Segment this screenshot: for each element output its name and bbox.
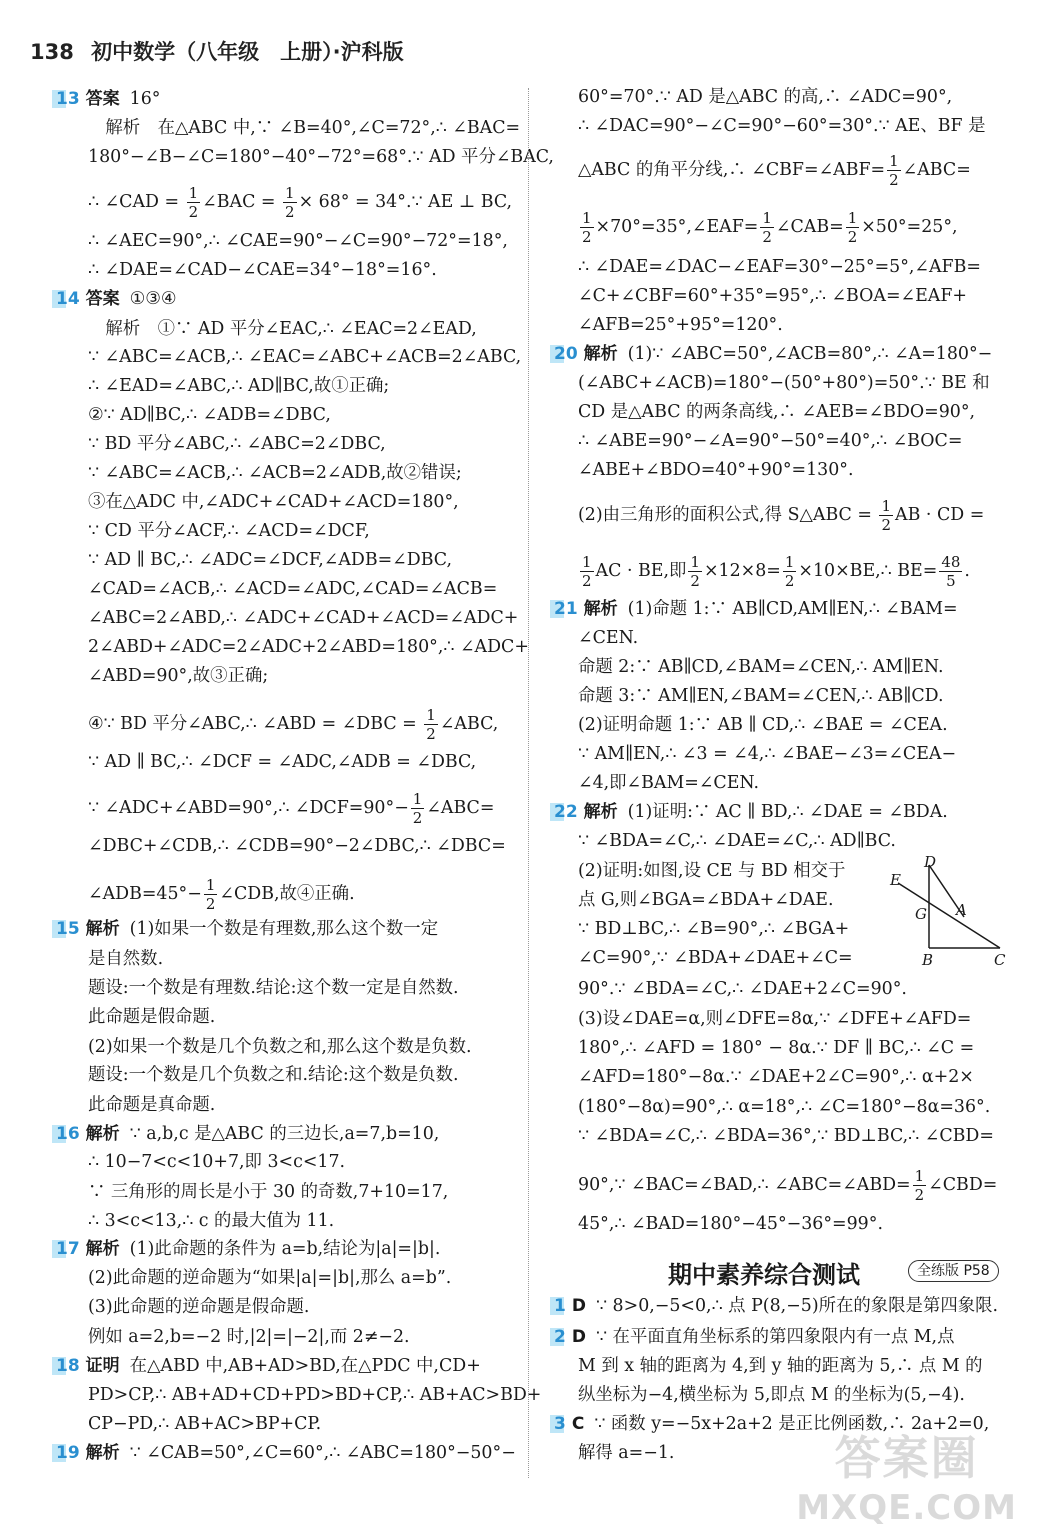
text-line xyxy=(88,1006,215,1028)
line-text: (∠ABC+∠ACB)=180°−(50°+80°)=50°.∵ BE 和 xyxy=(578,373,990,393)
text-line xyxy=(88,491,459,513)
text-line xyxy=(578,401,975,423)
text-line xyxy=(88,1210,334,1232)
line-text: ∵ BD⊥BC,∴ ∠B=90°,∴ ∠BGA+ xyxy=(578,919,850,939)
line-text: ①③④ xyxy=(129,289,177,309)
figure-label-d: D xyxy=(924,853,937,871)
text-line xyxy=(88,1413,321,1435)
fraction xyxy=(939,553,962,590)
line-text: ∠C=90°,∵ ∠BDA+∠DAE+∠C= xyxy=(578,948,853,968)
question-line xyxy=(554,1326,954,1348)
line-text: ∵ AD ∥ BC,∴ ∠DCF = ∠ADC,∠ADB = ∠DBC, xyxy=(88,752,477,772)
fraction xyxy=(887,152,901,189)
text-line xyxy=(88,1181,448,1203)
text-line xyxy=(578,1167,997,1204)
line-text: 命题 2:∵ AB∥CD,∠BAM=∠CEN,∴ AM∥EN. xyxy=(578,657,944,677)
text-line xyxy=(578,1008,971,1030)
line-text: 纵坐标为−4,横坐标为 5,即点 M 的坐标为(5,−4). xyxy=(578,1385,965,1405)
line-text: (1)命题 1:∵ AB∥CD,AM∥EN,∴ ∠BAM= xyxy=(627,599,958,619)
line-text: ∠ADB=45°− xyxy=(88,884,202,904)
fraction xyxy=(688,553,702,590)
fraction-denominator: 2 xyxy=(188,203,199,221)
line-text: (1)证明:∵ AC ∥ BD,∴ ∠DAE = ∠BDA. xyxy=(627,802,948,822)
question-number: 19 xyxy=(56,1443,80,1463)
fraction xyxy=(580,553,594,590)
text-line xyxy=(88,1036,472,1058)
text-line xyxy=(578,889,834,911)
text-line xyxy=(88,346,521,368)
line-text: 90°.∵ ∠BDA=∠C,∴ ∠DAE+2∠C=90°. xyxy=(578,979,907,999)
answer-label: 解析 xyxy=(583,599,618,619)
line-text: ∠BAC = xyxy=(202,192,282,212)
question-line xyxy=(56,288,176,310)
section-tag: 全练版 P58 xyxy=(908,1260,999,1282)
text-line xyxy=(88,706,498,743)
fraction-numerator: 1 xyxy=(914,1167,925,1185)
text-line xyxy=(88,977,459,999)
text-line xyxy=(578,209,958,246)
text-line xyxy=(88,146,554,168)
line-text: 在△ABD 中,AB+AD>BD,在△PDC 中,CD+ xyxy=(129,1356,481,1376)
line-text: (3)此命题的逆命题是假命题. xyxy=(88,1297,310,1317)
line-text: ∠ABC= xyxy=(902,160,971,180)
text-line xyxy=(88,1151,345,1173)
geometry-figure xyxy=(884,853,1010,971)
text-line xyxy=(578,830,896,852)
text-line xyxy=(88,375,389,397)
book-title: 初中数学（八年级 上册）·沪科版 xyxy=(91,40,404,64)
line-text: ∴ ∠DAE=∠CAD−∠CAE=34°−18°=16°. xyxy=(88,260,437,280)
text-line xyxy=(578,314,783,336)
line-text: ∴ ∠ABE=90°−∠A=90°−50°=40°,∴ ∠BOC= xyxy=(578,431,963,451)
text-line xyxy=(88,948,163,970)
line-text: ∴ ∠EAD=∠ABC,∴ AD∥BC,故①正确; xyxy=(88,376,390,396)
fraction-denominator: 2 xyxy=(762,228,772,246)
page-number: 138 xyxy=(30,40,74,64)
text-line xyxy=(578,1384,965,1406)
line-text: (1)如果一个数是有理数,那么这个数一定 xyxy=(129,919,439,939)
line-text: 命题 3:∵ AM∥EN,∠BAM=∠CEN,∴ AB∥CD. xyxy=(578,686,944,706)
answer-label: 解析 xyxy=(583,802,618,822)
text-line xyxy=(578,372,990,394)
text-line xyxy=(578,1355,983,1377)
line-text: ∠AFB=25°+95°=120°. xyxy=(578,315,783,335)
watermark-text: 答案圈 xyxy=(834,1431,979,1485)
fraction-denominator: 2 xyxy=(784,572,795,590)
line-text: ∴ 3<c<13,∴ c 的最大值为 11. xyxy=(88,1211,335,1231)
line-text: ∵ 函数 y=−5x+2a+2 是正比例函数,∴ 2a+2=0, xyxy=(594,1414,990,1434)
line-text: 解析 ①∵ AD 平分∠EAC,∴ ∠EAC=2∠EAD, xyxy=(88,319,477,339)
figure-label-b: B xyxy=(922,951,934,969)
question-line xyxy=(56,1442,516,1464)
fraction-numerator: 1 xyxy=(188,184,199,202)
line-text: ④∵ BD 平分∠ABC,∴ ∠ABD = ∠DBC = xyxy=(88,714,423,734)
fraction-numerator: 1 xyxy=(582,209,592,227)
line-text: ×10×BE,∴ BE= xyxy=(798,561,938,581)
answer-label: C xyxy=(571,1414,585,1434)
line-text: 此命题是真命题. xyxy=(88,1095,216,1115)
text-line xyxy=(88,578,497,600)
fraction-numerator: 1 xyxy=(412,790,423,808)
line-text: ∵ a,b,c 是△ABC 的三边长,a=7,b=10, xyxy=(129,1124,440,1144)
line-text: 90°,∵ ∠BAC=∠BAD,∴ ∠ABC=∠ABD= xyxy=(578,1175,911,1195)
line-text: 解析 在△ABC 中,∵ ∠B=40°,∠C=72°,∴ ∠BAC= xyxy=(88,118,521,138)
line-text: ∠AFD=180°−8α.∵ ∠DAE+2∠C=90°,∴ α+2× xyxy=(578,1067,974,1087)
line-text: 16° xyxy=(129,89,161,109)
fraction xyxy=(783,553,797,590)
text-line xyxy=(578,1066,974,1088)
line-text: . xyxy=(964,561,970,581)
line-text: ②∵ AD∥BC,∴ ∠ADB=∠DBC, xyxy=(88,405,331,425)
text-line xyxy=(578,459,854,481)
question-number: 16 xyxy=(56,1124,80,1144)
text-line xyxy=(88,433,386,455)
line-text: ∵ 8>0,−5<0,∴ 点 P(8,−5)所在的象限是第四象限. xyxy=(595,1296,999,1316)
text-line xyxy=(578,1213,883,1235)
text-line xyxy=(88,259,437,281)
line-text: ∵ BD 平分∠ABC,∴ ∠ABC=2∠DBC, xyxy=(88,434,386,454)
fraction-denominator: 2 xyxy=(412,809,423,827)
figure-label-c: C xyxy=(994,951,1006,969)
text-line xyxy=(578,1125,994,1147)
question-line xyxy=(56,1123,439,1145)
line-text: (2)证明命题 1:∵ AB ∥ CD,∴ ∠BAE = ∠CEA. xyxy=(578,715,948,735)
text-line xyxy=(578,685,944,707)
question-number: 15 xyxy=(56,919,80,939)
text-line xyxy=(578,743,956,765)
line-text: ∵ CD 平分∠ACF,∴ ∠ACD=∠DCF, xyxy=(88,521,370,541)
line-text: (1)∵ ∠ABC=50°,∠ACB=80°,∴ ∠A=180°− xyxy=(627,344,993,364)
text-line xyxy=(578,115,986,137)
text-line xyxy=(578,285,967,307)
fraction xyxy=(424,706,438,743)
text-line xyxy=(88,1094,215,1116)
question-line xyxy=(56,1355,481,1377)
line-text: ∵ ∠ADC+∠ABD=90°,∴ ∠DCF=90°− xyxy=(88,798,409,818)
line-text: ∴ ∠AEC=90°,∴ ∠CAE=90°−∠C=90°−72°=18°, xyxy=(88,231,508,251)
line-text: ∠ABC= xyxy=(426,798,495,818)
line-text: (3)设∠DAE=α,则∠DFE=8α,∵ ∠DFE+∠AFD= xyxy=(578,1009,972,1029)
fraction-denominator: 5 xyxy=(946,572,956,590)
text-line xyxy=(88,835,506,857)
question-number: 18 xyxy=(56,1356,80,1376)
text-line xyxy=(88,876,355,913)
fraction xyxy=(204,876,218,913)
text-line xyxy=(88,184,512,221)
fraction xyxy=(187,184,201,221)
text-line xyxy=(578,152,971,189)
fraction-denominator: 2 xyxy=(690,572,700,590)
question-number: 1 xyxy=(554,1296,566,1316)
text-line xyxy=(88,1384,541,1406)
line-text: ∵ ∠ABC=∠ACB,∴ ∠EAC=∠ABC+∠ACB=2∠ABC, xyxy=(88,347,522,367)
question-number: 13 xyxy=(56,89,80,109)
fraction-numerator: 1 xyxy=(690,553,700,571)
column-divider xyxy=(528,88,529,1478)
line-text: ∠DBC+∠CDB,∴ ∠CDB=90°−2∠DBC,∴ ∠DBC= xyxy=(88,836,506,856)
text-line xyxy=(88,117,520,139)
text-line xyxy=(578,714,948,736)
line-text: CD 是△ABC 的两条高线,∴ ∠AEB=∠BDO=90°, xyxy=(578,402,976,422)
line-text: ∴ ∠DAC=90°−∠C=90°−60°=30°.∵ AE、BF 是 xyxy=(578,116,986,136)
line-text: ∵ AM∥EN,∴ ∠3 = ∠4,∴ ∠BAE−∠3=∠CEA− xyxy=(578,744,957,764)
figure-label-g: G xyxy=(915,905,927,923)
line-text: 180°−∠B−∠C=180°−40°−72°=68°.∵ AD 平分∠BAC, xyxy=(88,147,554,167)
fraction-numerator: 48 xyxy=(941,553,961,571)
fraction xyxy=(580,209,594,246)
text-line xyxy=(578,947,853,969)
line-text: 45°,∴ ∠BAD=180°−45°−36°=99°. xyxy=(578,1214,883,1234)
watermark-url: MXQE.COM xyxy=(796,1488,1017,1528)
watermark-logo xyxy=(796,1422,1017,1528)
line-text: 是自然数. xyxy=(88,949,164,969)
answer-label: 证明 xyxy=(85,1356,120,1376)
text-line xyxy=(578,978,907,1000)
line-text: ∵ 在平面直角坐标系的第四象限内有一点 M,点 xyxy=(595,1327,955,1347)
fraction xyxy=(913,1167,927,1204)
fraction-numerator: 1 xyxy=(762,209,772,227)
fraction-denominator: 2 xyxy=(881,516,892,534)
question-number: 2 xyxy=(554,1327,566,1347)
line-text: 例如 a=2,b=−2 时,|2|=|−2|,而 2≠−2. xyxy=(88,1327,410,1347)
question-line xyxy=(554,598,958,620)
line-text: ∠ABC, xyxy=(439,714,499,734)
text-line xyxy=(88,1267,451,1289)
text-line xyxy=(88,1296,309,1318)
line-text: (2)证明:如图,设 CE 与 BD 相交于 xyxy=(578,861,846,881)
question-number: 22 xyxy=(554,802,578,822)
text-line xyxy=(578,1037,974,1059)
text-line xyxy=(88,665,268,687)
question-line xyxy=(56,1238,440,1260)
text-line xyxy=(88,404,331,426)
text-line xyxy=(88,607,518,629)
text-line xyxy=(88,1326,410,1348)
fraction xyxy=(846,209,860,246)
fraction xyxy=(283,184,297,221)
text-line xyxy=(578,918,849,940)
fraction xyxy=(411,790,425,827)
line-text: AC · BE,即 xyxy=(595,561,687,581)
fraction-denominator: 2 xyxy=(285,203,295,221)
fraction-denominator: 2 xyxy=(205,895,216,913)
line-text: ∵ 三角形的周长是小于 30 的奇数,7+10=17, xyxy=(88,1182,449,1202)
question-line xyxy=(554,343,992,365)
fraction-numerator: 1 xyxy=(847,209,858,227)
answer-label: D xyxy=(571,1327,586,1347)
line-text: ③在△ADC 中,∠ADC+∠CAD+∠ACD=180°, xyxy=(88,492,459,512)
line-text: 2∠ABD+∠ADC=2∠ADC+2∠ABD=180°,∴ ∠ADC+ xyxy=(88,637,529,657)
fraction xyxy=(760,209,774,246)
line-text: ∵ ∠CAB=50°,∠C=60°,∴ ∠ABC=180°−50°− xyxy=(129,1443,516,1463)
question-line xyxy=(554,1413,989,1435)
line-text: 题设:一个数是几个负数之和.结论:这个数是负数. xyxy=(88,1065,459,1085)
line-text: ∠4,即∠BAM=∠CEN. xyxy=(578,773,760,793)
answer-label: 答案 xyxy=(85,89,120,109)
question-line xyxy=(554,801,948,823)
line-text: ∴ 10−7<c<10+7,即 3<c<17. xyxy=(88,1152,346,1172)
line-text: △ABC 的角平分线,∴ ∠CBF=∠ABF= xyxy=(578,160,886,180)
text-line xyxy=(88,230,508,252)
answer-label: 解析 xyxy=(85,919,120,939)
fraction-denominator: 2 xyxy=(847,228,858,246)
text-line xyxy=(578,1442,674,1464)
question-number: 14 xyxy=(56,289,80,309)
question-line xyxy=(56,918,438,940)
answer-label: 解析 xyxy=(85,1443,120,1463)
text-line xyxy=(578,430,962,452)
fraction-denominator: 2 xyxy=(914,1186,925,1204)
text-line xyxy=(578,860,845,882)
line-text: (180°−8α)=90°,∴ α=18°,∴ ∠C=180°−8α=36°. xyxy=(578,1097,991,1117)
text-line xyxy=(578,772,759,794)
text-line xyxy=(88,1064,459,1086)
figure-label-a: A xyxy=(956,901,967,919)
question-number: 20 xyxy=(554,344,578,364)
line-text: 点 G,则∠BGA=∠BDA+∠DAE. xyxy=(578,890,834,910)
text-line xyxy=(578,656,944,678)
question-number: 21 xyxy=(554,599,578,619)
text-line xyxy=(88,520,370,542)
line-text: ∠CAB= xyxy=(775,217,844,237)
line-text: ∠CAD=∠ACB,∴ ∠ACD=∠ADC,∠CAD=∠ACB= xyxy=(88,579,498,599)
line-text: (2)如果一个数是几个负数之和,那么这个数是负数. xyxy=(88,1037,472,1057)
fraction-denominator: 2 xyxy=(426,725,436,743)
text-line xyxy=(578,627,638,649)
fraction-numerator: 1 xyxy=(784,553,795,571)
text-line xyxy=(88,751,476,773)
line-text: × 68° = 34°.∵ AE ⊥ BC, xyxy=(298,192,513,212)
figure-label-e: E xyxy=(890,871,901,889)
line-text: ∠CEN. xyxy=(578,628,639,648)
answer-label: 答案 xyxy=(85,289,120,309)
text-line xyxy=(578,256,981,278)
line-text: ∠ABD=90°,故③正确; xyxy=(88,666,269,686)
line-text: PD>CP,∴ AB+AD+CD+PD>BD+CP,∴ AB+AC>BD+ xyxy=(88,1385,542,1405)
fraction-numerator: 1 xyxy=(881,497,892,515)
answer-label: 解析 xyxy=(85,1239,120,1259)
line-text: ∵ ∠BDA=∠C,∴ ∠BDA=36°,∵ BD⊥BC,∴ ∠CBD= xyxy=(578,1126,994,1146)
line-text: ∵ ∠ABC=∠ACB,∴ ∠ACB=2∠ADB,故②错误; xyxy=(88,463,462,483)
question-line xyxy=(554,1295,998,1317)
line-text: 180°,∴ ∠AFD = 180° − 8α.∵ DF ∥ BC,∴ ∠C = xyxy=(578,1038,975,1058)
question-line xyxy=(56,88,161,110)
line-text: ∴ ∠DAE=∠DAC−∠EAF=30°−25°=5°,∠AFB= xyxy=(578,257,981,277)
line-text: ×12×8= xyxy=(703,561,781,581)
fraction-numerator: 1 xyxy=(889,152,899,170)
line-text: (2)此命题的逆命题为“如果|a|=|b|,那么 a=b”. xyxy=(88,1268,452,1288)
line-text: ∠CBD= xyxy=(928,1175,998,1195)
line-text: ×50°=25°, xyxy=(861,217,958,237)
answer-label: 解析 xyxy=(583,344,618,364)
fraction-denominator: 2 xyxy=(582,572,592,590)
text-line xyxy=(88,318,477,340)
text-line xyxy=(578,553,970,590)
line-text: ∠CDB,故④正确. xyxy=(219,884,355,904)
text-line xyxy=(578,1096,990,1118)
text-line xyxy=(578,86,952,108)
text-line xyxy=(578,497,984,534)
line-text: ∵ AD ∥ BC,∴ ∠ADC=∠DCF,∠ADB=∠DBC, xyxy=(88,550,453,570)
fraction-numerator: 1 xyxy=(426,706,436,724)
line-text: (1)此命题的条件为 a=b,结论为|a|=|b|. xyxy=(129,1239,441,1259)
line-text: ∠ABE+∠BDO=40°+90°=130°. xyxy=(578,460,854,480)
section-title: 期中素养综合测试 xyxy=(668,1261,860,1289)
text-line xyxy=(88,636,529,658)
line-text: ∴ ∠CAD = xyxy=(88,192,185,212)
fraction-denominator: 2 xyxy=(582,228,592,246)
line-text: ×70°=35°,∠EAF= xyxy=(595,217,759,237)
line-text: ∠C+∠CBF=60°+35°=95°,∴ ∠BOA=∠EAF+ xyxy=(578,286,968,306)
answer-label: 解析 xyxy=(85,1124,120,1144)
text-line xyxy=(88,790,494,827)
line-text: 此命题是假命题. xyxy=(88,1007,216,1027)
fraction-denominator: 2 xyxy=(889,171,899,189)
text-line xyxy=(88,462,462,484)
question-number: 3 xyxy=(554,1414,566,1434)
fraction xyxy=(879,497,893,534)
line-text: 解得 a=−1. xyxy=(578,1443,675,1463)
answer-label: D xyxy=(571,1296,586,1316)
text-line xyxy=(88,549,452,571)
line-text: M 到 x 轴的距离为 4,到 y 轴的距离为 5,∴ 点 M 的 xyxy=(578,1356,983,1376)
line-text: ∠ABC=2∠ABD,∴ ∠ADC+∠CAD+∠ACD=∠ADC+ xyxy=(88,608,519,628)
fraction-numerator: 1 xyxy=(285,184,295,202)
fraction-numerator: 1 xyxy=(582,553,592,571)
fraction-numerator: 1 xyxy=(205,876,216,894)
line-text: CP−PD,∴ AB+AC>BP+CP. xyxy=(88,1414,322,1434)
line-text: (2)由三角形的面积公式,得 S△ABC = xyxy=(578,505,878,525)
line-text: ∵ ∠BDA=∠C,∴ ∠DAE=∠C,∴ AD∥BC. xyxy=(578,831,896,851)
question-number: 17 xyxy=(56,1239,80,1259)
line-text: 60°=70°.∵ AD 是△ABC 的高,∴ ∠ADC=90°, xyxy=(578,87,953,107)
line-text: AB · CD = xyxy=(895,505,985,525)
line-text: 题设:一个数是有理数.结论:这个数一定是自然数. xyxy=(88,978,459,998)
